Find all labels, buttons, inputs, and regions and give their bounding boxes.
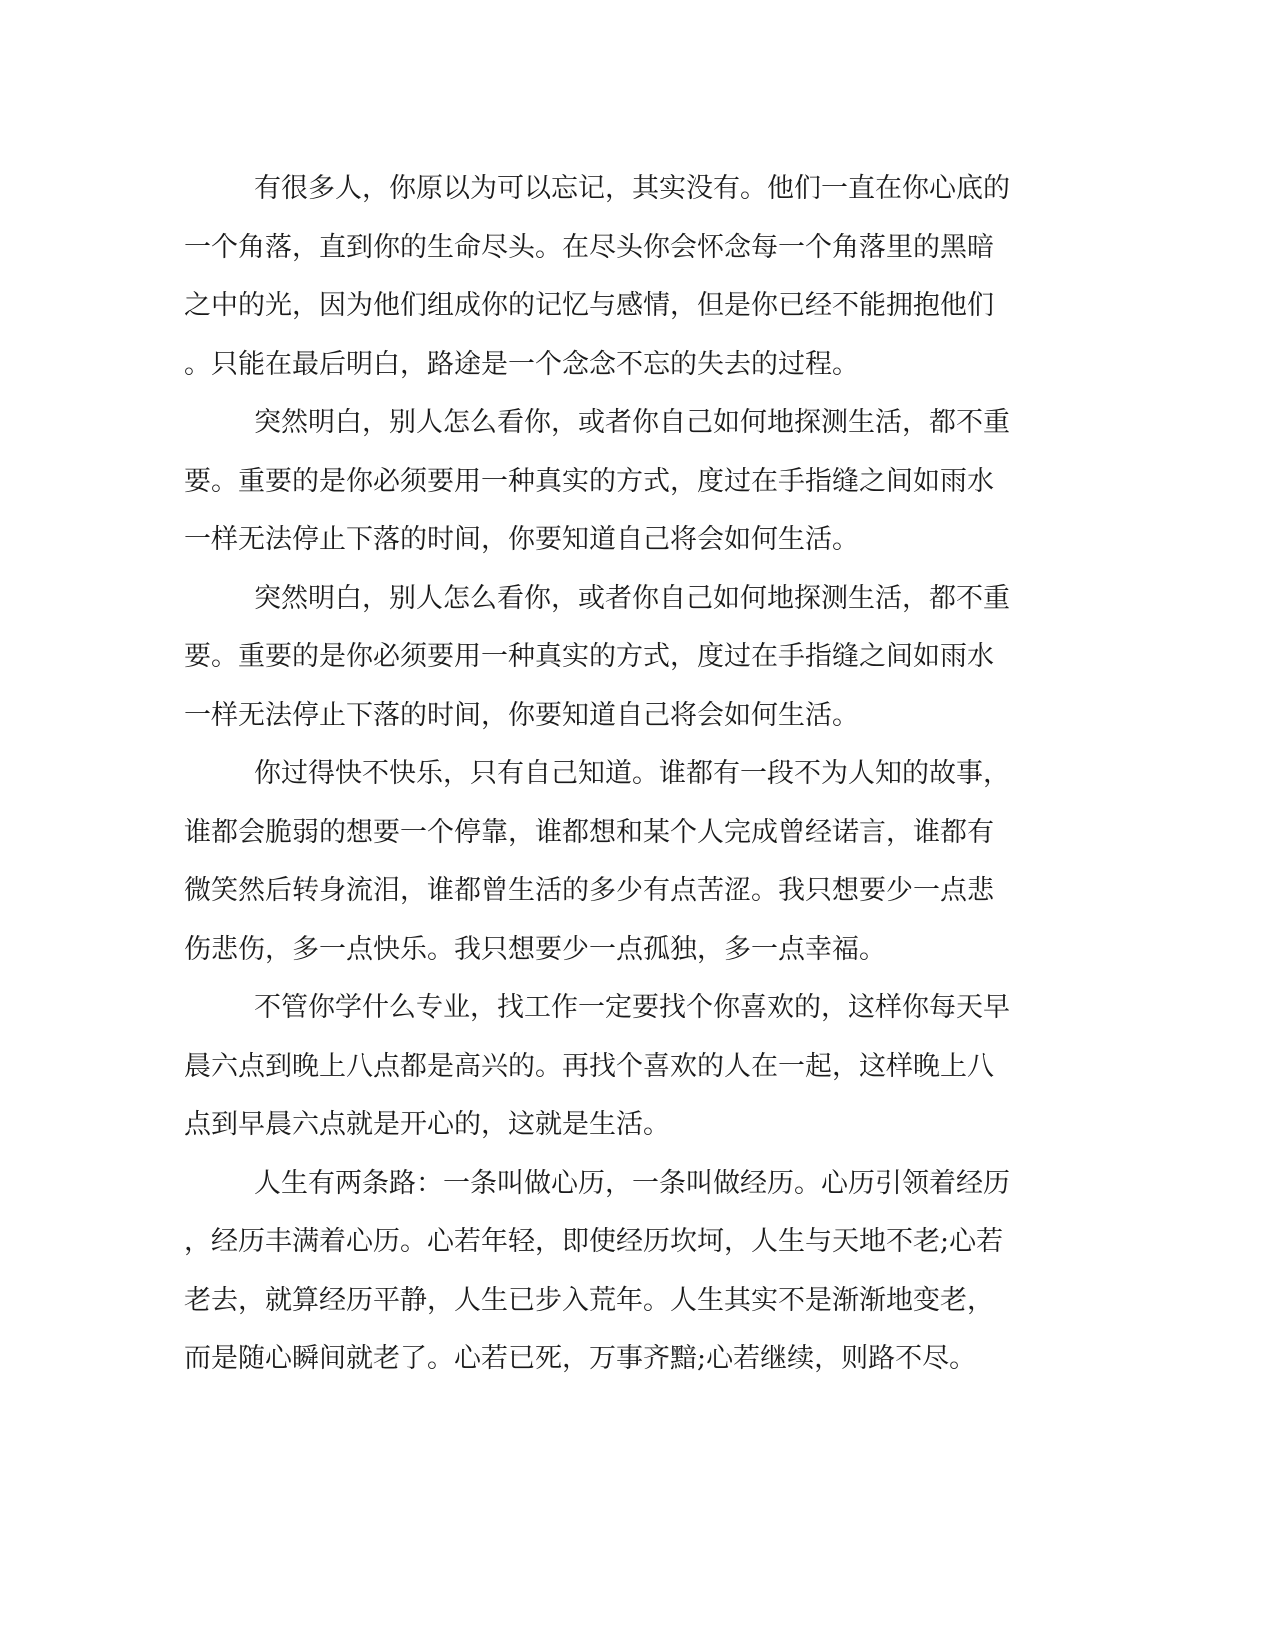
text-line: 要。重要的是你必须要用一种真实的方式，度过在手指缝之间如雨水 xyxy=(184,641,994,672)
text-line: 之中的光，因为他们组成你的记忆与感情，但是你已经不能拥抱他们 xyxy=(184,290,994,321)
text-line: 微笑然后转身流泪，谁都曾生活的多少有点苦涩。我只想要少一点悲 xyxy=(184,875,994,906)
text-line: 晨六点到晚上八点都是高兴的。再找个喜欢的人在一起，这样晚上八 xyxy=(184,1050,994,1082)
text-line: 而是随心瞬间就老了。心若已死，万事齐黯;心若继续，则路不尽。 xyxy=(184,1343,977,1374)
body-text xyxy=(184,160,1044,1389)
text-line: 一个角落，直到你的生命尽头。在尽头你会怀念每一个角落里的黑暗 xyxy=(184,231,994,263)
text-line: 有很多人，你原以为可以忘记，其实没有。他们一直在你心底的 xyxy=(254,173,1010,204)
text-line: 谁都会脆弱的想要一个停靠，谁都想和某个人完成曾经诺言，谁都有 xyxy=(184,816,994,848)
text-line: 突然明白，别人怎么看你，或者你自己如何地探测生活，都不重 xyxy=(254,582,1010,614)
text-line: 突然明白，别人怎么看你，或者你自己如何地探测生活，都不重 xyxy=(254,407,1010,438)
text-line: 人生有两条路：一条叫做心历，一条叫做经历。心历引领着经历 xyxy=(254,1167,1010,1199)
text-line: 伤悲伤，多一点快乐。我只想要少一点孤独，多一点幸福。 xyxy=(184,933,886,965)
text-line: 老去，就算经历平静，人生已步入荒年。人生其实不是渐渐地变老， xyxy=(184,1284,994,1316)
text-line: 你过得快不快乐，只有自己知道。谁都有一段不为人知的故事， xyxy=(254,758,1010,789)
text-line: 点到早晨六点就是开心的，这就是生活。 xyxy=(184,1109,670,1140)
text-line: 一样无法停止下落的时间，你要知道自己将会如何生活。 xyxy=(184,699,859,731)
text-line: 不管你学什么专业，找工作一定要找个你喜欢的，这样你每天早 xyxy=(254,992,1010,1023)
text-line: ，经历丰满着心历。心若年轻，即使经历坎坷，人生与天地不老;心若 xyxy=(184,1226,1004,1257)
text-line: 要。重要的是你必须要用一种真实的方式，度过在手指缝之间如雨水 xyxy=(184,465,994,497)
text-line: 一样无法停止下落的时间，你要知道自己将会如何生活。 xyxy=(184,524,859,555)
text-line: 。只能在最后明白，路途是一个念念不忘的失去的过程。 xyxy=(184,348,859,380)
